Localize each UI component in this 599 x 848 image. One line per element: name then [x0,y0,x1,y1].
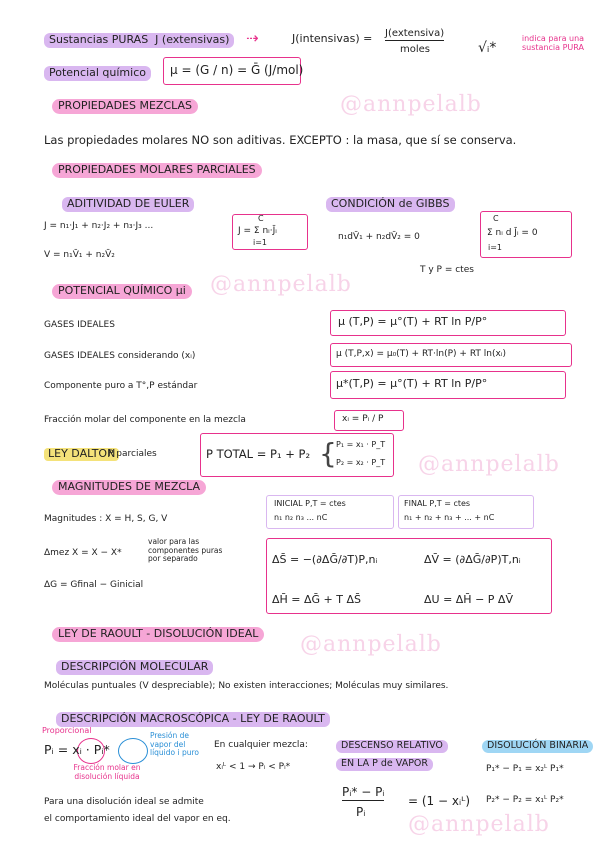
gibbs-sum-bot: i=1 [488,243,503,252]
fraccion-note: Fracción molar en disolución líquida [73,763,141,781]
potencial-formula: μ = (G / n) = Ḡ (J/mol) [170,63,304,77]
presion-note: Presión de vapor del líquido i puro [150,731,199,758]
magnitudes: Magnitudes : X = H, S, G, V [44,514,168,524]
gibbs-box-eq: Σ nᵢ d J̄ᵢ = 0 [487,228,538,238]
pura-note: indica para una sustancia PURA [521,34,585,53]
fraccion-molar-eq: xᵢ = Pᵢ / P [342,414,384,424]
euler-box-eq: J = Σ nᵢ·J̄ᵢ [238,226,277,236]
p-total-eq: P TOTAL = P₁ + P₂ [206,447,311,461]
euler-eq1: J = n₁·J₁ + n₂·J₂ + n₃·J₃ ... [44,221,154,231]
watermark: @annpelalb [300,632,442,657]
componente-puro: Componente puro a T°,P estándar [44,381,198,391]
cualquier-mezcla: En cualquier mezcla: [214,740,308,750]
desc-molecular-text: Moléculas puntuales (V despreciable); No existen interacciones; Moléculas muy similares. [44,681,449,691]
delta-g: ΔG = Gfinal − Ginicial [44,580,144,590]
gases-ideales-x-eq: μ (T,P,x) = μ₀(T) + RT·ln(P) + RT ln(xᵢ) [336,349,506,359]
du-eq: ΔU = ΔH̄ − P ΔV̄ [424,593,513,606]
section-prop-molares: PROPIEDADES MOLARES PARCIALES [52,163,262,178]
binaria-heading: DISOLUCIÓN BINARIA [482,740,593,753]
gases-ideales: GASES IDEALES [44,320,115,330]
inicial-label: INICIAL P,T = ctes [274,499,346,508]
arrow-icon: ⇢ [246,29,259,47]
xi-rule: xᵢᴸ < 1 → Pᵢ < Pᵢ* [216,762,291,772]
gases-ideales-eq: μ (T,P) = μ°(T) + RT ln P/P° [338,315,488,328]
brace-icon: { [319,437,337,470]
fraccion-molar: Fracción molar del componente en la mezcla [44,415,246,425]
j-frac-den: moles [400,44,430,55]
gibbs-sum-top: C [493,214,499,223]
watermark: @annpelalb [418,452,560,477]
inicial-n: n₁ n₂ n₃ ... nC [274,513,328,522]
watermark: @annpelalb [340,92,482,117]
section-potencial-quimico: POTENCIAL QUÍMICO μi [52,284,192,299]
watermark: @annpelalb [210,272,352,297]
descenso-eq-num: Pᵢ* − Pᵢ [342,785,385,799]
pi-circle [118,738,148,764]
ds-eq: ΔS̄ = −(∂ΔḠ/∂T)P,nᵢ [272,553,378,566]
p1-eq: P₁ = x₁ · P_T [336,440,386,449]
prop-mezclas-text: Las propiedades molares NO son aditivas. EXCEPTO : la masa, que sí se conserva. [44,133,517,147]
watermark: @annpelalb [408,812,550,837]
euler-heading: ADITIVIDAD DE EULER [62,197,194,212]
desc-macro: DESCRIPCIÓN MACROSCÓPICA - LEY DE RAOULT [56,712,330,727]
raoult-eq: Pᵢ = xᵢ · Pᵢ* [44,742,110,757]
sqrt-icon: √ᵢ* [478,40,497,56]
delta-mez: Δmez X = X − X* [44,548,122,558]
desc-molecular: DESCRIPCIÓN MOLECULAR [56,660,213,675]
dv-eq: ΔV̄ = (∂ΔḠ/∂P)T,nᵢ [424,553,521,566]
descenso-eq-rhs: = (1 − xᵢᴸ) [408,794,471,808]
dh-eq: ΔH̄ = ΔḠ + T ΔS̄ [272,593,361,606]
p2-eq: P₂ = x₂ · P_T [336,458,386,467]
componente-puro-eq: μ*(T,P) = μ°(T) + RT ln P/P° [336,377,488,390]
euler-sum-top: C [258,214,264,223]
final-label: FINAL P,T = ctes [404,499,471,508]
final-n: n₁ + n₂ + n₃ + ... + nC [404,513,495,522]
gases-ideales-x: GASES IDEALES considerando (xᵢ) [44,351,196,361]
ley-dalton: LEY DALTON [44,448,119,461]
section-magnitudes-mezcla: MAGNITUDES DE MEZCLA [52,480,206,495]
j-frac-num: J(extensiva) [385,28,445,39]
p-parciales: P parciales [108,449,157,459]
proporcional-note: Proporcional [42,726,92,735]
binaria-eq2: P₂* − P₂ = x₁ᴸ P₂* [486,795,564,805]
gibbs-eq: n₁dV̄₁ + n₂dV̄₂ = 0 [338,232,420,242]
potencial-label: Potencial químico [44,66,151,81]
ideal-text-2: el comportamiento ideal del vapor en eq. [44,814,231,824]
section-raoult: LEY DE RAOULT - DISOLUCIÓN IDEAL [52,627,264,642]
binaria-eq1: P₁* − P₁ = x₂ᴸ P₁* [486,764,564,774]
euler-sum-bot: i=1 [253,238,268,247]
descenso-eq-den: Pᵢ [356,805,366,819]
sustancias-puras-label: Sustancias PURAS J (extensivas) [44,33,234,48]
descenso-heading-2: EN LA P de VAPOR [336,758,433,771]
gibbs-heading: CONDICIÓN de GIBBS [326,197,455,212]
gibbs-cond: T y P = ctes [420,265,474,275]
ideal-text-1: Para una disolución ideal se admite [44,797,204,807]
section-prop-mezclas: PROPIEDADES MEZCLAS [52,99,198,114]
euler-eq2: V = n₁V̄₁ + n₂V̄₂ [44,250,115,260]
delta-mez-note: valor para las componentes puras por separado [148,537,223,564]
descenso-heading: DESCENSO RELATIVO [336,740,448,753]
j-intensivas: J(intensivas) = [292,32,373,45]
